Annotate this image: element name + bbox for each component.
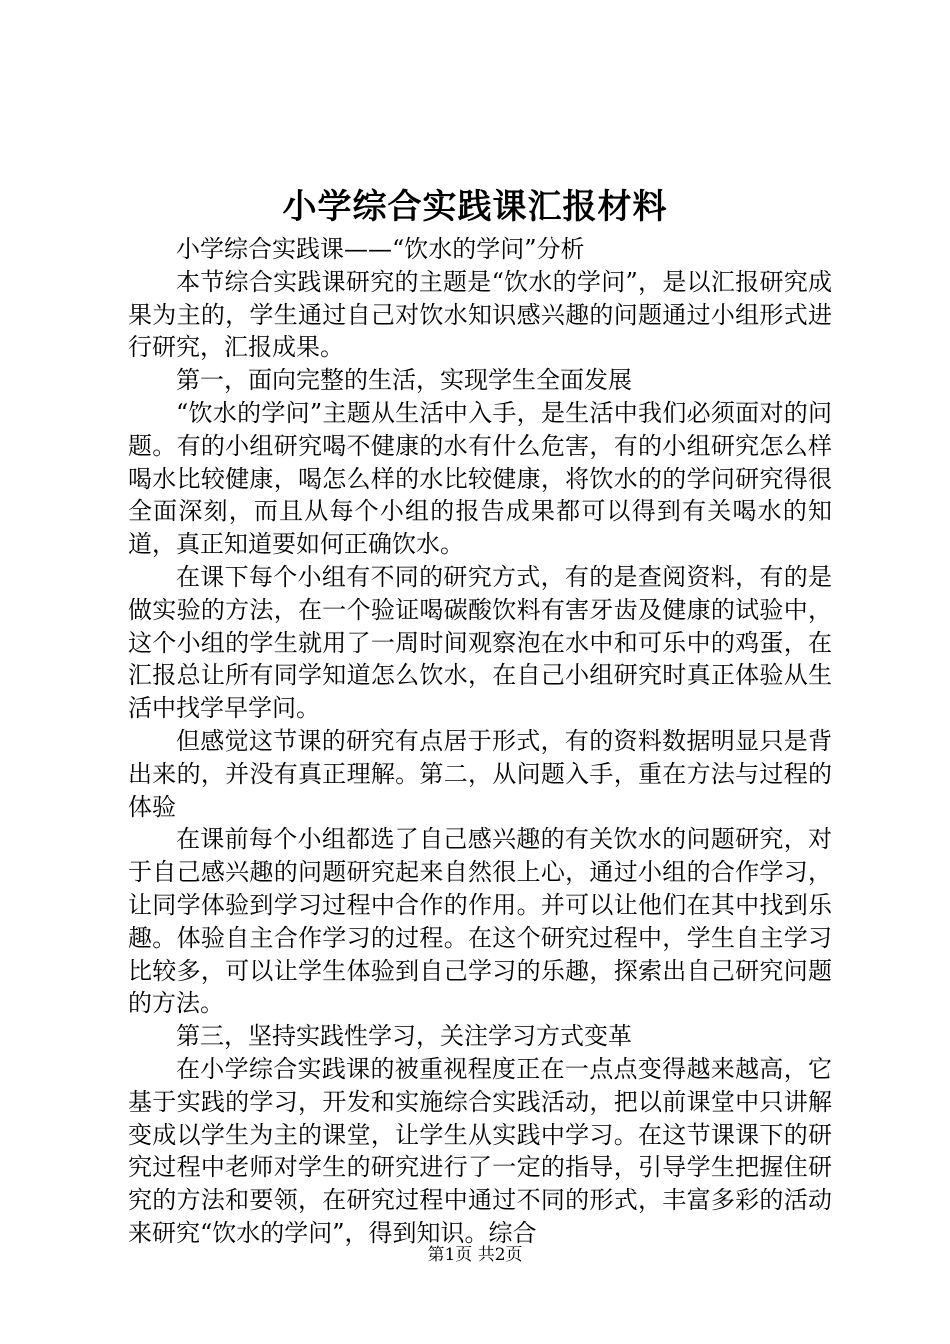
paragraph: “饮水的学问”主题从生活中入手，是生活中我们必须面对的问题。有的小组研究喝不健康的水有什么危害，有的小组研究怎么样喝水比较健康，喝怎么样的水比较健康，将饮水的的学问研究得很全面深刻，而且从每个小组的报告成果都可以得到有关喝水的知道，真正知道要如何正确饮水。 <box>128 398 832 559</box>
paragraph-subtitle: 小学综合实践课——“饮水的学问”分析 <box>176 235 585 263</box>
paragraph: 但感觉这节课的研究有点居于形式，有的资料数据明显只是背出来的，并没有真正理解。第二，从问题入手，重在方法与过程的体验 <box>128 726 832 821</box>
section-heading-3: 第三，坚持实践性学习，关注学习方式变革 <box>176 1022 632 1051</box>
page-number-footer: 第1页 共2页 <box>427 1245 523 1265</box>
document-body <box>128 233 832 1250</box>
paragraph: 在课下每个小组有不同的研究方式，有的是查阅资料，有的是做实验的方法，在一个验证喝碳酸饮料有害牙齿及健康的试验中，这个小组的学生就用了一周时间观察泡在水中和可乐中的鸡蛋，在汇报总让所有同学知道怎么饮水，在自己小组研究时真正体验从生活中找学早学问。 <box>128 562 832 723</box>
document-title: 小学综合实践课汇报材料 <box>282 187 668 227</box>
paragraph-intro: 本节综合实践课研究的主题是“饮水的学问”，是以汇报研究成果为主的，学生通过自己对饮水知识感兴趣的问题通过小组形式进行研究，汇报成果。 <box>128 267 832 362</box>
paragraph: 在课前每个小组都选了自己感兴趣的有关饮水的问题研究，对于自己感兴趣的问题研究起来自然很上心，通过小组的合作学习，让同学体验到学习过程中合作的作用。并可以让他们在其中找到乐趣。体验自主合作学习的过程。在这个研究过程中，学生自主学习比较多，可以让学生体验到自己学习的乐趣，探索出自己研究问题的方法。 <box>128 825 832 1018</box>
paragraph: 在小学综合实践课的被重视程度正在一点点变得越来越高，它基于实践的学习，开发和实施综合实践活动，把以前课堂中只讲解变成以学生为主的课堂，让学生从实践中学习。在这节课课下的研究过程中老师对学生的研究进行了一定的指导，引导学生把握住研究的方法和要领，在研究过程中通过不同的形式，丰富多彩的活动来研究“饮水的学问”，得到知识。综合 <box>128 1054 832 1247</box>
section-heading-1: 第一，面向完整的生活，实现学生全面发展 <box>176 366 632 395</box>
